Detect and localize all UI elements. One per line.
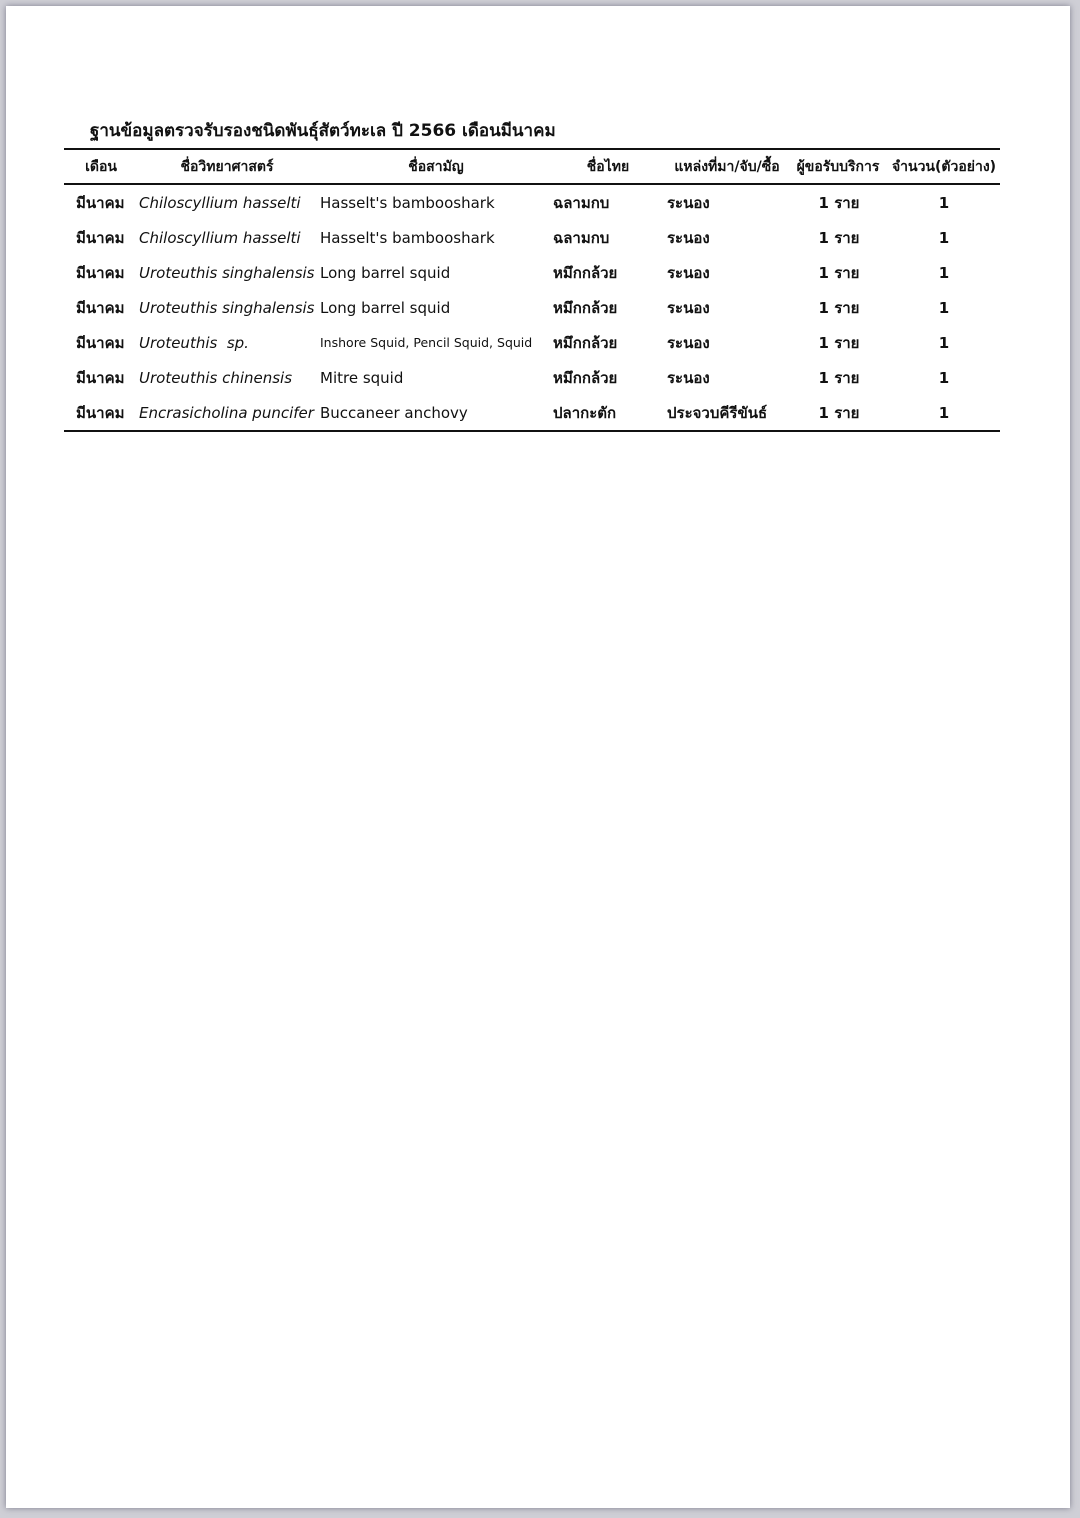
cell-scientific-name: Uroteuthis singhalensis xyxy=(139,298,315,317)
cell-count: 1 xyxy=(938,298,950,317)
cell-common-name: Long barrel squid xyxy=(320,263,451,282)
cell-service: 1 ราย xyxy=(818,403,860,422)
cell-source: ระนอง xyxy=(667,228,710,247)
species-table xyxy=(64,148,1000,432)
document-title: ฐานข้อมูลตรวจรับรองชนิดพันธุ์สัตว์ทะเล ปี 2566 เดือนมีนาคม xyxy=(90,121,556,141)
cell-count: 1 xyxy=(938,193,950,212)
cell-common-name: Inshore Squid, Pencil Squid, Squid xyxy=(320,335,533,350)
cell-scientific-name: Uroteuthis singhalensis xyxy=(139,263,315,282)
cell-source: ประจวบคีรีขันธ์ xyxy=(667,403,768,422)
cell-month: มีนาคม xyxy=(76,228,125,247)
cell-thai-name: หมึกกล้วย xyxy=(553,333,618,352)
cell-scientific-name: Encrasicholina puncifer xyxy=(139,403,314,422)
cell-service: 1 ราย xyxy=(818,263,860,282)
cell-scientific-name: Chiloscyllium hasselti xyxy=(139,193,301,212)
header-month: เดือน xyxy=(85,158,117,175)
header-count: จำนวน(ตัวอย่าง) xyxy=(891,158,997,175)
header-common-name: ชื่อสามัญ xyxy=(408,158,464,175)
cell-source: ระนอง xyxy=(667,193,710,212)
table-row xyxy=(64,290,1000,325)
cell-month: มีนาคม xyxy=(76,193,125,212)
table-row xyxy=(64,325,1000,360)
cell-count: 1 xyxy=(938,368,950,387)
cell-source: ระนอง xyxy=(667,298,710,317)
cell-common-name: Mitre squid xyxy=(320,368,404,387)
cell-thai-name: ปลากะตัก xyxy=(553,403,617,422)
cell-common-name: Long barrel squid xyxy=(320,298,451,317)
cell-month: มีนาคม xyxy=(76,263,125,282)
header-thai-name: ชื่อไทย xyxy=(586,158,630,175)
cell-month: มีนาคม xyxy=(76,403,125,422)
cell-common-name: Hasselt's bambooshark xyxy=(320,193,495,212)
cell-scientific-name: Uroteuthis sp. xyxy=(139,333,249,352)
cell-month: มีนาคม xyxy=(76,298,125,317)
cell-source: ระนอง xyxy=(667,263,710,282)
cell-common-name: Hasselt's bambooshark xyxy=(320,228,495,247)
cell-service: 1 ราย xyxy=(818,298,860,317)
cell-thai-name: ฉลามกบ xyxy=(553,193,610,212)
cell-scientific-name: Chiloscyllium hasselti xyxy=(139,228,301,247)
cell-thai-name: หมึกกล้วย xyxy=(553,368,618,387)
header-service: ผู้ขอรับบริการ xyxy=(796,158,880,175)
cell-source: ระนอง xyxy=(667,368,710,387)
cell-service: 1 ราย xyxy=(818,333,860,352)
cell-service: 1 ราย xyxy=(818,368,860,387)
cell-thai-name: ฉลามกบ xyxy=(553,228,610,247)
cell-count: 1 xyxy=(938,333,950,352)
cell-common-name: Buccaneer anchovy xyxy=(320,403,468,422)
table-row xyxy=(64,395,1000,430)
cell-scientific-name: Uroteuthis chinensis xyxy=(139,368,293,387)
cell-count: 1 xyxy=(938,403,950,422)
cell-thai-name: หมึกกล้วย xyxy=(553,263,618,282)
cell-count: 1 xyxy=(938,228,950,247)
cell-thai-name: หมึกกล้วย xyxy=(553,298,618,317)
cell-count: 1 xyxy=(938,263,950,282)
header-source: แหล่งที่มา/จับ/ซื้อ xyxy=(674,158,780,175)
table-row xyxy=(64,185,1000,220)
cell-service: 1 ราย xyxy=(818,228,860,247)
table-row xyxy=(64,255,1000,290)
cell-month: มีนาคม xyxy=(76,333,125,352)
table-header xyxy=(64,150,1000,185)
header-scientific-name: ชื่อวิทยาศาสตร์ xyxy=(180,158,274,175)
cell-service: 1 ราย xyxy=(818,193,860,212)
table-row xyxy=(64,360,1000,395)
document-page xyxy=(6,6,1070,1508)
cell-month: มีนาคม xyxy=(76,368,125,387)
cell-source: ระนอง xyxy=(667,333,710,352)
table-row xyxy=(64,220,1000,255)
